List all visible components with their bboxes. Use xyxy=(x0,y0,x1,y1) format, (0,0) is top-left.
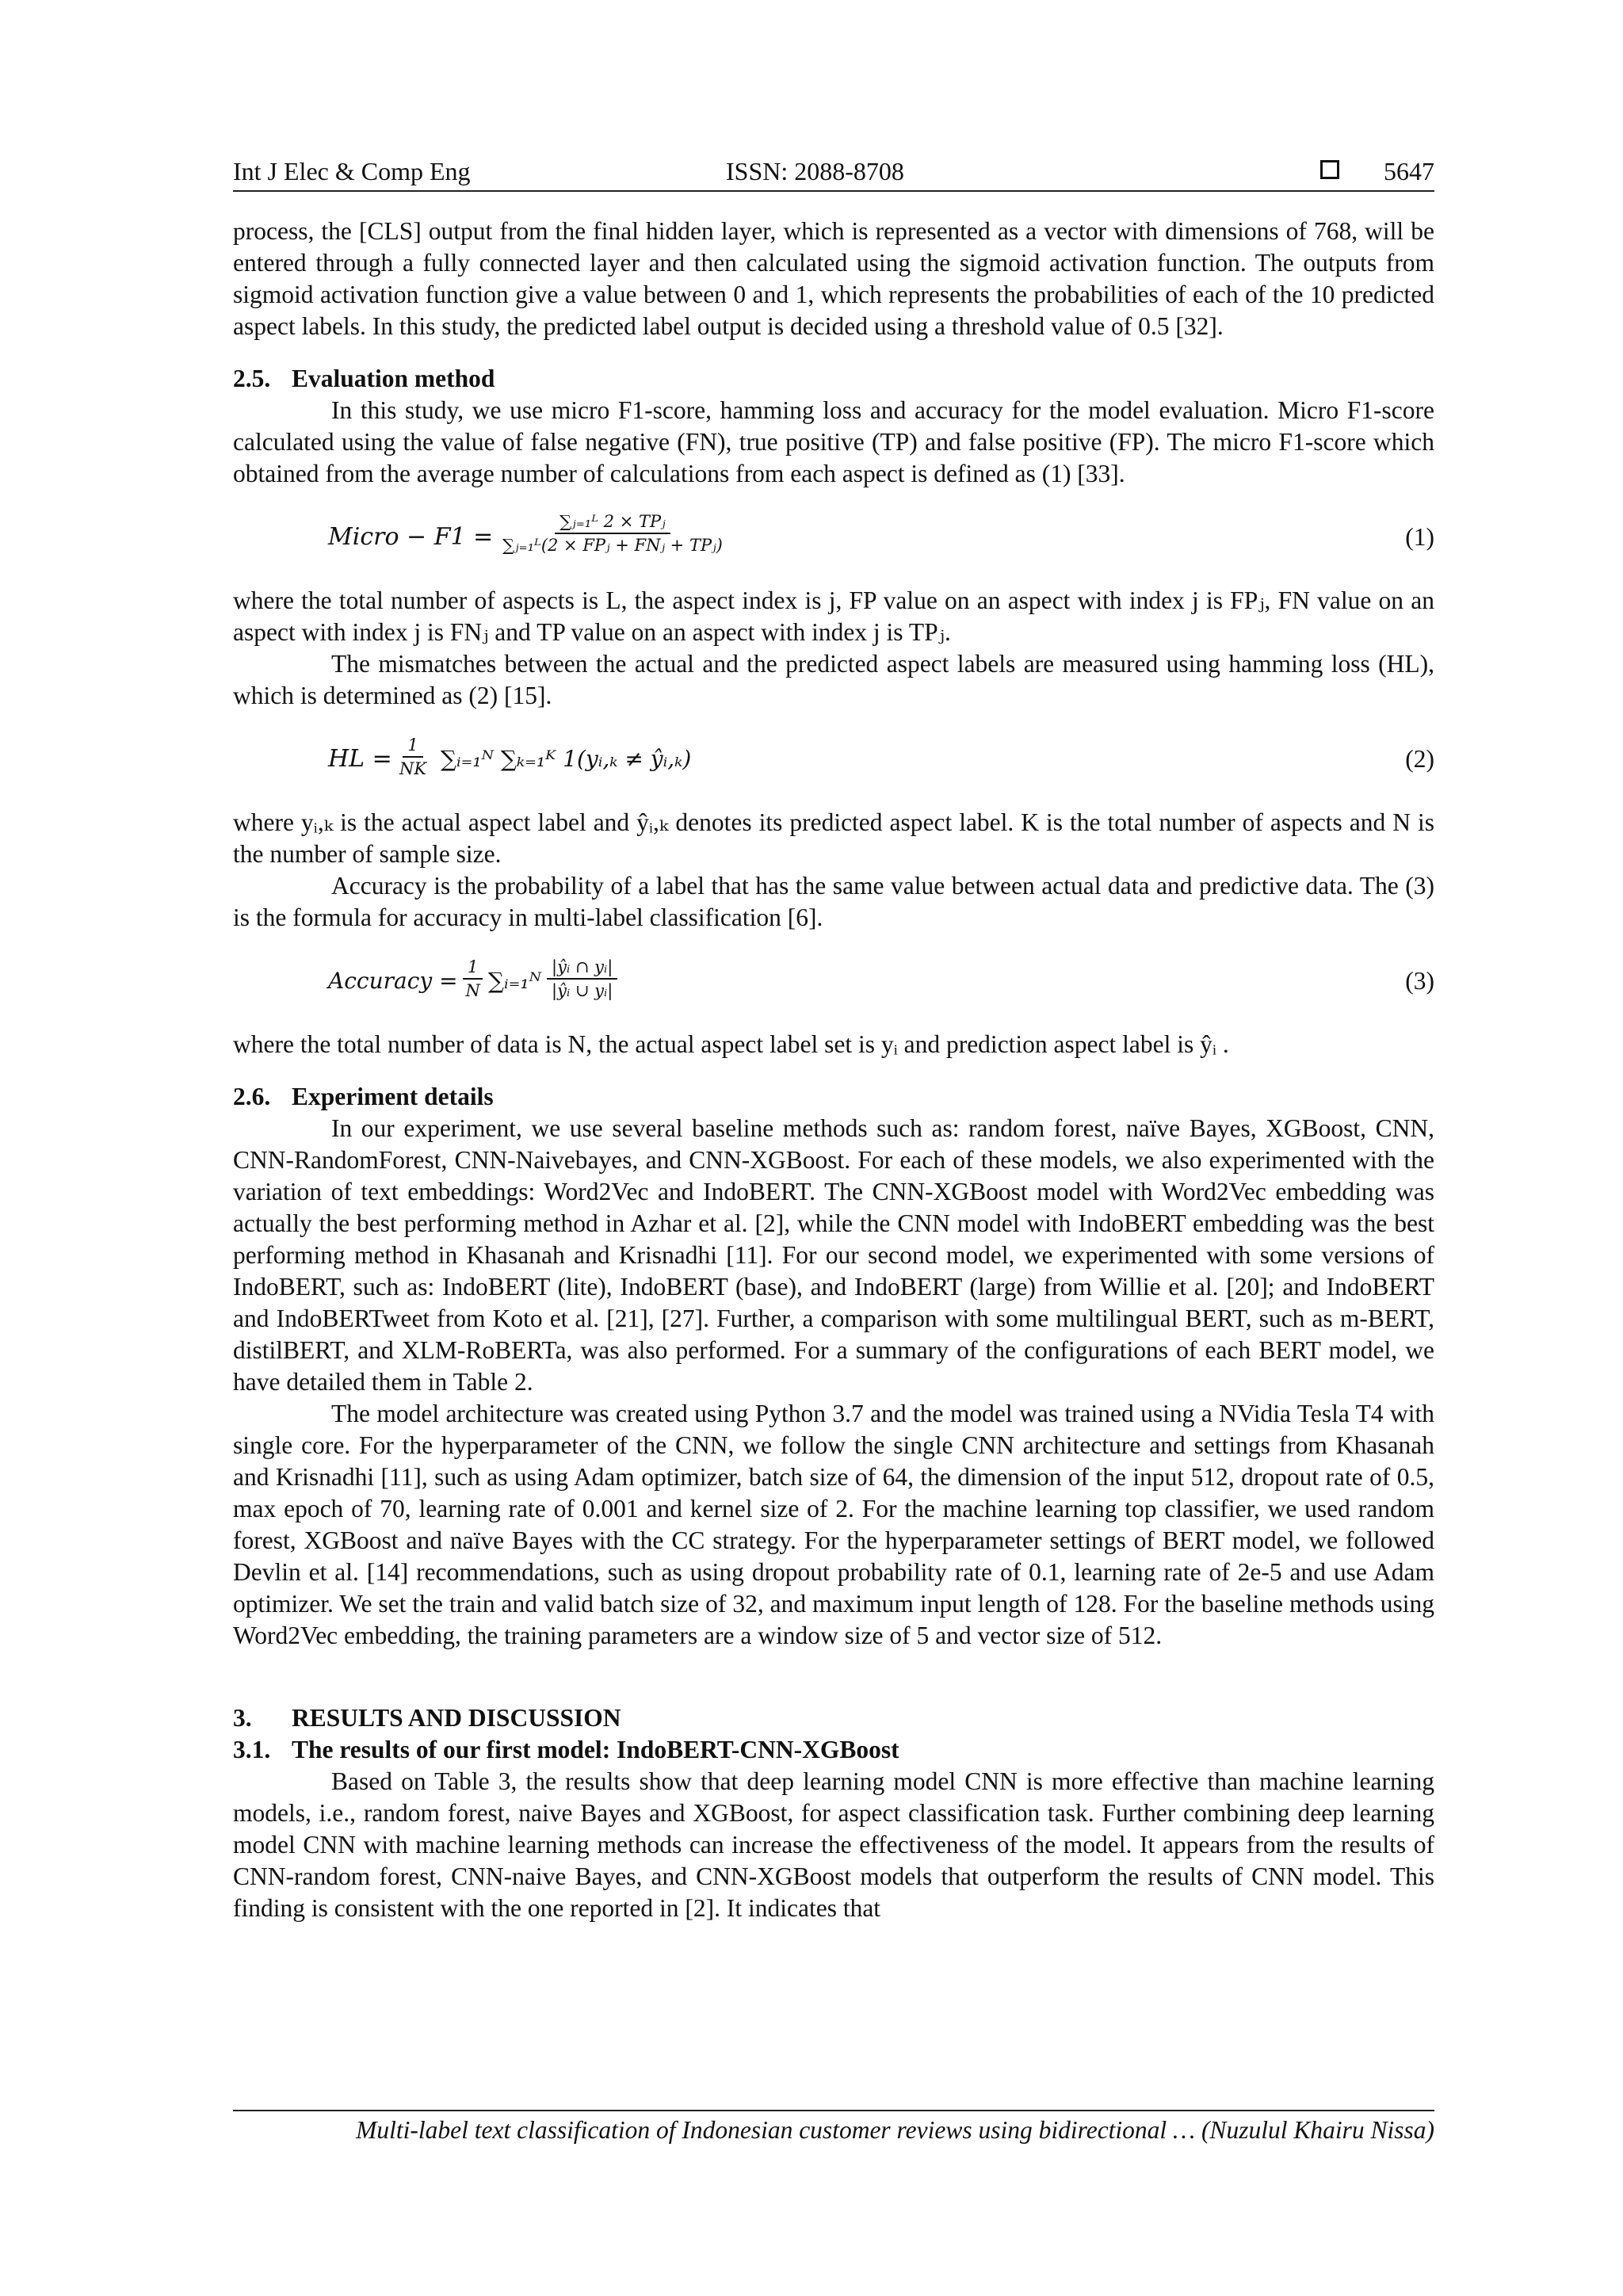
paragraph-intro: process, the [CLS] output from the final hidden layer, which is represented as a vector with dimensions of 768, will be entered through a fully connected layer and then calculated using the sigmoid activation function. The outputs from sigmoid activation function give a value between 0 and 1, which represents the probabilities of each of the 10 predicted aspect labels. In this study, the predicted label output is decided using a threshold value of 0.5 [32]. xyxy=(233,217,1434,340)
paragraph-experiment-2: The model architecture was created using Python 3.7 and the model was trained using a NVidia Tesla T4 with single core. For the hyperparameter of the CNN, we follow the single CNN architecture and settings from Khasanah and Krisnadhi [11], such as using Adam optimizer, batch size of 64, the dimension of the input 512, dropout rate of 0.5, max epoch of 70, learning rate of 0.001 and kernel size of 2. For the machine learning top classifier, we used random forest, XGBoost and naïve Bayes with the CC strategy. For the hyperparameter settings of BERT model, we followed Devlin et al. [14] recommendations, such as using dropout probability rate of 0.1, learning rate of 2e-5 and use Adam optimizer. We set the train and valid batch size of 32, and maximum input length of 128. For the baseline methods using Word2Vec embedding, the training parameters are a window size of 5 and vector size of 512. xyxy=(233,1400,1434,1649)
equation-1 xyxy=(233,506,1434,569)
section-heading-2-6: 2.6. Experiment details xyxy=(233,1083,494,1110)
equation-3-sum: ∑ᵢ₌₁ᴺ xyxy=(488,968,542,994)
equation-1-numerator: ∑ⱼ₌₁ᴸ 2 × TPⱼ xyxy=(555,510,670,534)
square-icon xyxy=(1320,160,1339,179)
equation-1-number: (1) xyxy=(1405,523,1434,551)
equation-3-inner-fraction xyxy=(547,956,617,1002)
paragraph-evaluation: In this study, we use micro F1-score, hamming loss and accuracy for the model evaluation. Micro F1-score calculated using the value of false negative (FN), true positive (TP) and false positive (FP). The micro F1-score which obtained from the average number of calculations from each aspect is defined as (1) [33]. xyxy=(233,396,1434,487)
equation-2-numerator: 1 xyxy=(403,734,422,758)
page-number: 5647 xyxy=(1384,157,1434,185)
page-body xyxy=(233,216,1434,1924)
equation-1-lhs: Micro − F1 = xyxy=(328,523,494,551)
equation-1-denominator: ∑ⱼ₌₁ᴸ(2 × FPⱼ + FNⱼ + TPⱼ) xyxy=(502,536,723,555)
equation-2-denominator: NK xyxy=(399,759,427,778)
paragraph-hamming-loss: The mismatches between the actual and the predicted aspect labels are measured using hamming loss (HL), which is determined as (2) [15]. xyxy=(233,650,1434,709)
section-heading-2-5: 2.5. Evaluation method xyxy=(233,365,495,392)
equation-2-lhs: HL = xyxy=(328,745,392,773)
paragraph-results: Based on Table 3, the results show that deep learning model CNN is more effective than machine learning models, i.e., random forest, naive Bayes and XGBoost, for aspect classification task. Further combining deep learning model CNN with machine learning methods can increase the effectiveness of the model. It appears from the results of CNN-random forest, CNN-naive Bayes, and CNN-XGBoost models that outperform the results of CNN model. This finding is consistent with the one reported in [2]. It indicates that xyxy=(233,1767,1434,1922)
paragraph-eq2-where: where yᵢ,ₖ is the actual aspect label and ŷᵢ,ₖ denotes its predicted aspect label. K is the total number of aspects and N is the number of sample size. xyxy=(233,808,1434,868)
equation-2-number: (2) xyxy=(1405,745,1434,773)
equation-2-fraction xyxy=(399,734,426,780)
paragraph-experiment-1: In our experiment, we use several baseline methods such as: random forest, naïve Bayes, XGBoost, CNN, CNN-RandomForest, CNN-Naivebayes, and CNN-XGBoost. For each of these models, we also experimented with the variation of text embeddings: Word2Vec and IndoBERT. The CNN-XGBoost model with Word2Vec embedding was actually the best performing method in Azhar et al. [2], while the CNN model with IndoBERT embedding was the best performing method in Khasanah and Krisnadhi [11]. For our second model, we experimented with some versions of IndoBERT, such as: IndoBERT (lite), IndoBERT (base), and IndoBERT (large) from Willie et al. [20]; and IndoBERT and IndoBERTweet from Koto et al. [21], [27]. Further, a comparison with some multilingual BERT, such as m-BERT, distilBERT, and XLM-RoBERTa, was also performed. For a summary of the configurations of each BERT model, we have detailed them in Table 2. xyxy=(233,1114,1434,1396)
paragraph-eq3-where: where the total number of data is N, the actual aspect label set is yᵢ and prediction aspect label is ŷᵢ . xyxy=(233,1030,1229,1058)
equation-3 xyxy=(233,949,1434,1013)
equation-3-numerator: 1 xyxy=(463,956,483,980)
equation-3-fraction xyxy=(463,956,483,1002)
equation-3-number: (3) xyxy=(1405,967,1434,995)
equation-3-inner-numerator: |ŷᵢ ∩ yᵢ| xyxy=(547,956,617,980)
equation-2-sum: ∑ᵢ₌₁ᴺ ∑ₖ₌₁ᴷ 1(yᵢ,ₖ ≠ ŷᵢ,ₖ) xyxy=(441,746,692,772)
paragraph-accuracy: Accuracy is the probability of a label that has the same value between actual data and predictive data. The (3) is the formula for accuracy in multi-label classification [6]. xyxy=(233,872,1434,931)
running-header xyxy=(233,155,1434,192)
section-heading-3-1: 3.1. The results of our first model: IndoBERT-CNN-XGBoost xyxy=(233,1736,899,1763)
equation-1-fraction xyxy=(502,510,723,556)
issn: ISSN: 2088-8708 xyxy=(726,157,904,185)
running-footer: Multi-label text classification of Indonesian customer reviews using bidirectional … (Nuzulul Khairu Nissa) xyxy=(233,2110,1434,2145)
equation-2 xyxy=(233,728,1434,791)
equation-3-denominator: N xyxy=(465,981,480,1000)
equation-3-inner-denominator: |ŷᵢ ∪ yᵢ| xyxy=(552,981,613,1000)
paragraph-eq1-where: where the total number of aspects is L, the aspect index is j, FP value on an aspect with index j is FPⱼ, FN value on an aspect with index j is FNⱼ and TP value on an aspect with index j is TPⱼ. xyxy=(233,586,1434,646)
section-heading-3: 3. RESULTS AND DISCUSSION xyxy=(233,1704,621,1732)
equation-3-lhs: Accuracy = xyxy=(328,968,458,994)
journal-name: Int J Elec & Comp Eng xyxy=(233,157,471,185)
